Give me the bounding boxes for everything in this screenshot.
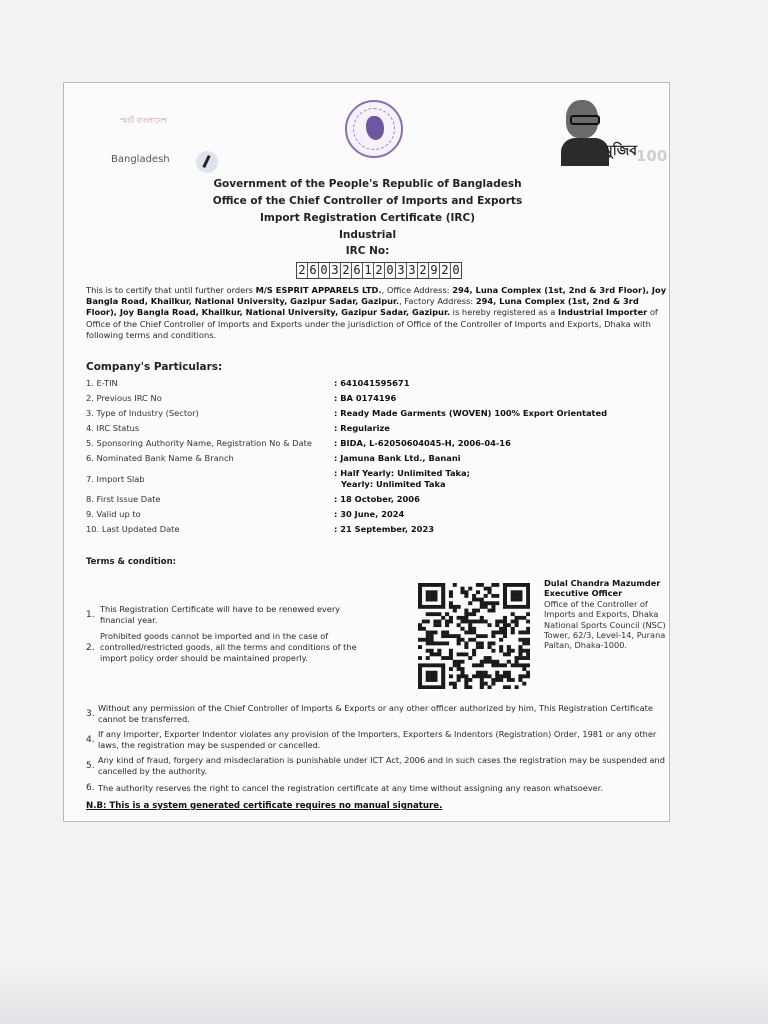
term-number: 1. [86,610,95,620]
term-number: 5. [86,761,95,771]
company-name: M/S ESPRIT APPARELS LTD. [255,285,382,295]
title-line-4: Industrial [338,229,397,241]
particular-row [86,524,666,536]
irc-digit: 6 [352,263,363,278]
particular-row [86,423,666,435]
glasses-icon [570,115,600,125]
irc-digit: 3 [330,263,341,278]
particular-row [86,494,666,506]
row-label: 7. Import Slab [86,474,145,484]
term-text: Any kind of fraud, forgery and misdeclaration is punishable under ICT Act, 2006 and in such cases the registration may be suspended and cancelled by the authority. [98,755,665,776]
irc-digit: 2 [440,263,451,278]
terms-title: Terms & condition: [86,557,177,567]
irc-digit: 6 [308,263,319,278]
term-text: The authority reserves the right to cancel the registration certificate at any time without assigning any reason whatsoever. [98,783,603,793]
irc-digit: 1 [363,263,374,278]
row-label: 4. IRC Status [86,423,140,433]
mujib-text: মুজিব [605,143,638,159]
row-value: : BA 0174196 [334,393,397,403]
certificate [63,82,670,822]
row-value: : BIDA, L-62050604045-H, 2006-04-16 [334,438,511,448]
intro-text-2: , Office Address: [381,285,453,295]
row-value: : Jamuna Bank Ltd., Banani [334,453,461,463]
term-text: Without any permission of the Chief Controller of Imports & Exports or any other officer authorized by him, This Registration Certificate cannot be transferred. [98,703,653,724]
irc-no-label: IRC No: [345,245,390,257]
term-number: 6. [86,783,95,793]
term-text: This Registration Certificate will have to be renewed every financial year. [100,604,341,625]
bangladesh-map-icon [366,116,384,140]
row-value-2: Yearly: Unlimited Taka [341,479,446,489]
officer-address: National Sports Council (NSC) Tower, 62/3, Level-14, Purana Paltan, Dhaka-1000. [544,619,666,651]
title-line-2: Office of the Chief Controller of Imports and Exports [212,195,523,207]
government-seal-icon [345,100,403,158]
factory-address: 294, Luna Complex (1st, 2nd & 3rd Floor), Joy Bangla Road, Khailkur, National University, Gazipur Sadar, Gazipur. [86,296,639,318]
mujib-portrait [561,95,669,167]
irc-digit: 3 [396,263,407,278]
irc-digit: 0 [385,263,396,278]
issuing-officer-block [544,578,669,651]
portrait-coat [561,138,609,166]
row-label: 9. Valid up to [86,509,141,519]
title-line-3: Import Registration Certificate (IRC) [259,212,476,224]
particular-row [86,408,666,420]
row-label: 6. Nominated Bank Name & Branch [86,453,234,463]
term-item [86,703,666,727]
term-item [86,783,666,795]
particular-row [86,393,666,405]
row-value: : Ready Made Garments (WOVEN) 100% Export Orientated [334,408,608,418]
officer-designation: Executive Officer [544,588,623,599]
system-generated-note: N.B: This is a system generated certificate requires no manual signature. [86,801,443,811]
certification-paragraph [86,285,671,341]
qr-code [418,583,530,689]
irc-digit: 0 [319,263,330,278]
irc-digit: 0 [452,263,460,277]
irc-digit: 2 [374,263,385,278]
row-label: 5. Sponsoring Authority Name, Registration No & Date [86,438,313,448]
irc-digit: 2 [341,263,352,278]
term-item [86,755,666,779]
row-value: : Half Yearly: Unlimited Taka; [334,468,470,478]
title-line-1: Government of the People's Republic of Bangladesh [213,178,522,190]
particulars-title: Company's Particulars: [86,361,223,373]
row-label: 3. Type of Industry (Sector) [86,408,199,418]
irc-number-box [296,262,462,279]
irc-digit: 2 [297,263,308,278]
logo-emblem-icon [196,151,218,173]
row-label: 2. Previous IRC No [86,393,162,403]
intro-text-4: is hereby registered as a [450,307,559,318]
term-number: 3. [86,709,95,719]
particular-row [86,378,666,390]
row-value: : 30 June, 2024 [334,509,405,519]
intro-text-1: This is to certify that until further orders [86,285,256,295]
importer-type: Industrial Importer [558,307,648,318]
particular-row [86,438,666,450]
row-value: : 641041595671 [334,378,410,388]
irc-digit: 3 [407,263,418,278]
irc-digit: 9 [429,263,440,278]
term-text: Prohibited goods cannot be imported and in the case of controlled/restricted goods, all the terms and conditions of the import policy order should be maintained properly. [100,631,357,663]
row-value: : 21 September, 2023 [334,524,434,534]
row-value: : Regularize [334,423,390,433]
particular-row [86,453,666,465]
logo-bangladesh-text: Bangladesh [111,154,170,165]
particular-row [86,468,666,492]
intro-text-3: , Factory Address: [399,296,476,307]
logo-script-text: স্মার্ট বাংলাদেশ [120,116,168,125]
page-bottom-shade [0,964,768,1024]
mujib-100-badge: 100 [636,147,668,165]
officer-office: Office of the Controller of Imports and Exports, Dhaka [544,598,659,620]
particular-row [86,509,666,521]
term-text: If any Importer, Exporter Indentor violates any provision of the Importers, Exporters & Indentors (Registration) Order, 1981 or any other laws, the registration may be suspended or cancelled. [98,729,657,750]
smart-bangladesh-logo [86,103,216,163]
irc-digit: 2 [418,263,429,278]
term-number: 4. [86,735,95,745]
term-number: 2. [86,643,95,653]
officer-name: Dulal Chandra Mazumder [544,578,661,588]
intro-text-5: of Office of the Chief Controller of Imports and Exports under the jurisdiction of Office of the Controller of Imports and Exports, Dhaka with following terms and conditions. [86,307,658,340]
term-item [86,604,376,628]
row-label: 8. First Issue Date [86,494,161,504]
row-label: 1. E-TIN [86,378,118,388]
row-label: 10. Last Updated Date [86,524,180,534]
row-value: : 18 October, 2006 [334,494,420,504]
term-item [86,631,386,667]
term-item [86,729,666,753]
office-address: 294, Luna Complex (1st, 2nd & 3rd Floor), Joy Bangla Road, Khailkur, National University, Gazipur Sadar, Gazipur. [86,285,667,307]
